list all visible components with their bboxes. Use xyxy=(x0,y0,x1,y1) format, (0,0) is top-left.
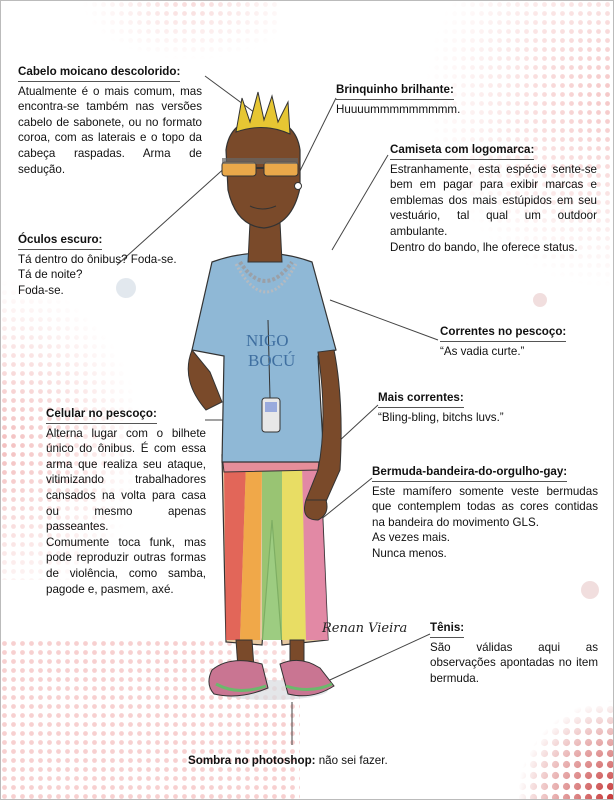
annotation-glasses-body xyxy=(18,252,202,299)
annotation-chains-body xyxy=(440,344,600,360)
annotation-phone-line: Comumente toca funk, mas pode reproduzir outras formas de violência, como samba, pagode e, pasmem, axé. xyxy=(46,535,206,596)
annotation-hair-title: Cabelo moicano descolorido: xyxy=(18,64,180,82)
annotation-hair-line: Atualmente é o mais comum, mas encontra-se também nas versões cabelo de sabonete, ou no formato coroa, com as laterais e o topo da cabeça raspadas. Arma de sedução. xyxy=(18,84,202,176)
annotation-glasses-line: Tá de noite? xyxy=(18,268,83,282)
annotation-hair xyxy=(18,64,202,177)
shirt-logo-line2: BOCÚ xyxy=(248,351,296,370)
annotation-shorts-line: As vezes mais. xyxy=(372,531,450,545)
annotation-shirt xyxy=(390,142,597,255)
annotation-chains-line: “As vadia curte.” xyxy=(440,344,525,358)
annotation-shirt-line: Dentro do bando, lhe oferece status. xyxy=(390,240,578,254)
annotation-shirt-line: Estranhamente, esta espécie sente-se bem em pagar para exibir marcas e emblemas dos mais estúpidos em seu vestuário, tal qual um outdoor ambulante. xyxy=(390,162,597,238)
annotation-phone-title: Celular no pescoço: xyxy=(46,406,157,424)
annotation-more-chains xyxy=(378,390,578,425)
annotation-earring-line: Huuuummmmmmmmm. xyxy=(336,102,461,116)
annotation-hair-body xyxy=(18,84,202,178)
shirt-logo-line1: NIGO xyxy=(246,331,289,350)
annotation-shadow-text: não sei fazer. xyxy=(315,754,388,767)
annotation-shirt-title: Camiseta com logomarca: xyxy=(390,142,534,160)
annotation-more-chains-body xyxy=(378,410,578,426)
annotation-shirt-body xyxy=(390,162,597,256)
annotation-sneakers-title: Tênis: xyxy=(430,620,464,638)
annotation-earring-title: Brinquinho brilhante: xyxy=(336,82,454,100)
annotation-chains-title: Correntes no pescoço: xyxy=(440,324,566,342)
annotation-shorts-body xyxy=(372,484,598,562)
annotation-shorts-line: Nunca menos. xyxy=(372,546,447,560)
annotation-chains xyxy=(440,324,600,359)
annotation-more-chains-title: Mais correntes: xyxy=(378,390,464,408)
annotation-phone xyxy=(46,406,206,597)
annotation-phone-line: Alterna lugar com o bilhete único do ônibus. É com essa arma que realiza seu ataque, vitimizando trabalhadores cansados na volta para casa ou mesmo apenas passeantes. xyxy=(46,426,206,534)
annotation-shorts xyxy=(372,464,598,562)
annotation-earring xyxy=(336,82,526,117)
annotation-shorts-line: Este mamífero somente veste bermudas que contemplem todas as cores contidas na bandeira do movimento GLS. xyxy=(372,484,598,529)
annotation-sneakers-line: São válidas aqui as observações apontadas no item bermuda. xyxy=(430,640,598,685)
annotation-glasses xyxy=(18,232,202,298)
annotation-more-chains-line: “Bling-bling, bitchs luvs.” xyxy=(378,410,504,424)
annotation-glasses-title: Óculos escuro: xyxy=(18,232,102,250)
annotation-shadow-title: Sombra no photoshop: xyxy=(188,754,316,767)
annotation-glasses-line: Tá dentro do ônibus? Foda-se. xyxy=(18,252,177,266)
annotation-sneakers xyxy=(430,620,598,686)
annotation-earring-body xyxy=(336,102,526,118)
annotation-shadow xyxy=(188,754,388,767)
artist-signature: Renan Vieira xyxy=(322,621,408,636)
annotation-phone-body xyxy=(46,426,206,598)
annotation-glasses-line: Foda-se. xyxy=(18,283,64,297)
annotation-shorts-title: Bermuda-bandeira-do-orgulho-gay: xyxy=(372,464,567,482)
annotation-sneakers-body xyxy=(430,640,598,687)
